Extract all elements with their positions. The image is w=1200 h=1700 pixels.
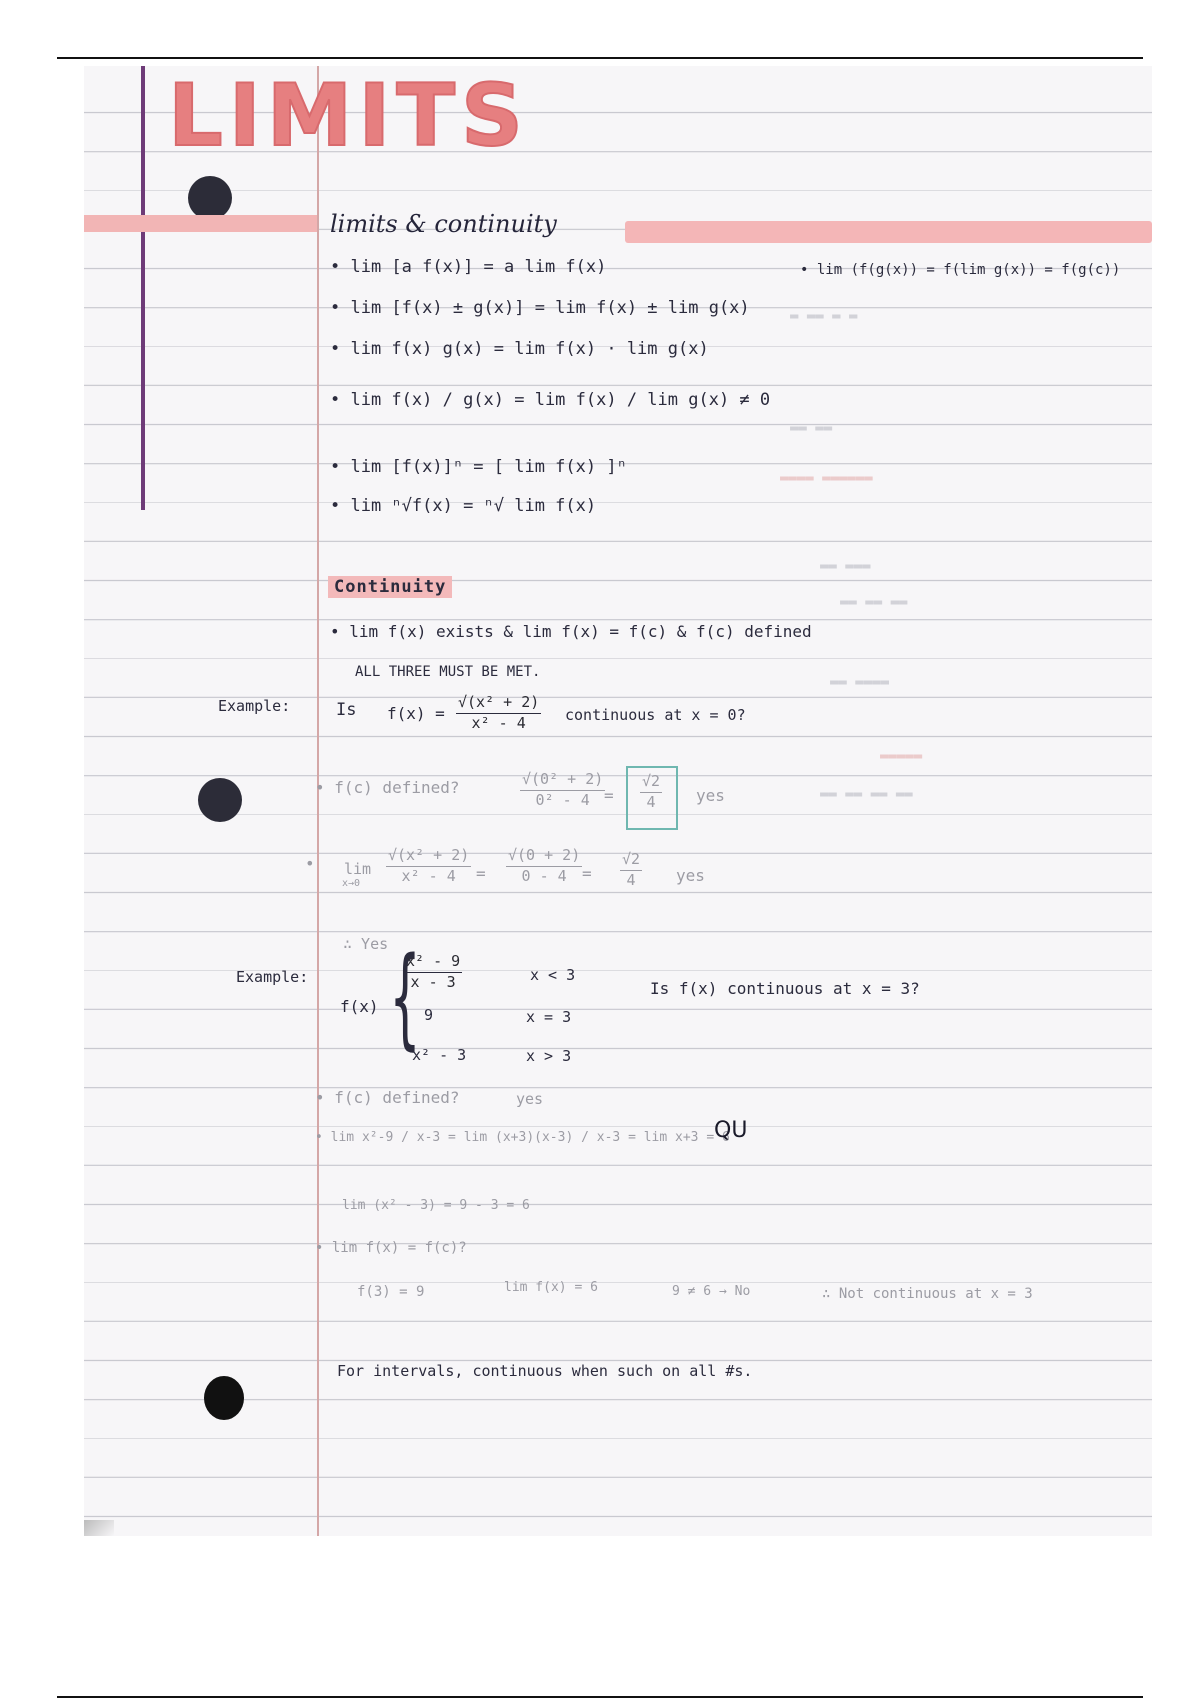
property-power: • lim [f(x)]ⁿ = [ lim f(x) ]ⁿ xyxy=(330,457,627,477)
page-corner-fold xyxy=(84,1520,114,1536)
bleed-through-text: ▬ ▬▬ ▬ ▬ xyxy=(790,308,858,324)
highlight-band-left xyxy=(84,215,317,232)
example2-case3-value: x² - 3 xyxy=(412,1046,467,1064)
continuity-tag: Continuity xyxy=(328,576,452,598)
example1-step2-res-den: 4 xyxy=(626,871,636,889)
property-sum-difference: • lim [f(x) ± g(x)] = lim f(x) ± lim g(x) xyxy=(330,298,750,318)
equals-sign: = xyxy=(582,864,592,883)
piecewise-brace: { xyxy=(389,933,421,1061)
example1-step1-result xyxy=(640,772,662,811)
property-root: • lim ⁿ√f(x) = ⁿ√ lim f(x) xyxy=(330,496,596,516)
example2-question: Is f(x) continuous at x = 3? xyxy=(650,979,920,998)
example1-denominator: x² - 4 xyxy=(471,714,526,732)
example1-conclusion: ∴ Yes xyxy=(343,935,389,953)
property-quotient: • lim f(x) / g(x) = lim f(x) / lim g(x) ≠ 0 xyxy=(330,390,770,410)
intervals-note: For intervals, continuous when such on all #s. xyxy=(337,1362,753,1380)
example1-step2-result xyxy=(620,850,642,889)
example2-case1-num: x² - 9 xyxy=(404,952,462,973)
example2-step5-d: ∴ Not continuous at x = 3 xyxy=(822,1286,1033,1302)
example1-step2-sub-num: √(0 + 2) xyxy=(506,846,582,867)
example1-step2-res-num: √2 xyxy=(620,850,642,871)
example1-step1-den: 0² - 4 xyxy=(535,791,590,809)
bleed-through-text: ▬▬ ▬▬ ▬▬ xyxy=(840,594,908,610)
margin-line xyxy=(317,66,319,1536)
continuity-note: ALL THREE MUST BE MET. xyxy=(355,664,541,680)
bleed-through-text: ▬▬ ▬▬▬ xyxy=(820,558,871,574)
example1-step1-num: √(0² + 2) xyxy=(520,770,605,791)
bottom-rule xyxy=(57,1696,1143,1698)
example2-case1-den: x - 3 xyxy=(410,973,456,991)
bleed-through-text: ▬▬▬▬▬ xyxy=(880,748,923,764)
notebook-page xyxy=(84,66,1152,1536)
example2-step4: • lim f(x) = f(c)? xyxy=(315,1240,467,1256)
example2-case3-condition: x > 3 xyxy=(526,1047,572,1065)
example1-step2-num: √(x² + 2) xyxy=(386,846,471,867)
example1-step1-result-num: √2 xyxy=(640,772,662,793)
example1-step2-fraction xyxy=(386,846,471,885)
example1-step1-label: • f(c) defined? xyxy=(315,778,460,797)
example2-case1 xyxy=(404,952,462,991)
property-constant-multiple: • lim [a f(x)] = a lim f(x) xyxy=(330,257,606,277)
example2-step5-c: 9 ≠ 6 → No xyxy=(672,1284,751,1299)
example2-label: Example: xyxy=(236,968,309,986)
example1-question: continuous at x = 0? xyxy=(565,706,746,724)
example2-case2-condition: x = 3 xyxy=(526,1008,572,1026)
punch-hole-middle xyxy=(198,778,242,822)
example2-step3: lim (x² - 3) = 9 - 3 = 6 xyxy=(342,1198,530,1213)
example2-step5-b: lim f(x) = 6 xyxy=(504,1280,598,1295)
bleed-through-text: ▬▬ ▬▬▬▬ xyxy=(830,674,890,690)
purple-margin-line xyxy=(141,66,145,510)
example2-step2: • lim x²-9 / x-3 = lim (x+3)(x-3) / x-3 = lim x+3 = 6 xyxy=(315,1130,730,1145)
example1-step2-sub-den: 0 - 4 xyxy=(521,867,567,885)
example1-label: Example: xyxy=(218,697,291,715)
punch-hole-bottom xyxy=(204,1376,244,1420)
section-heading: limits & continuity xyxy=(330,210,557,238)
example2-step2-mark: QU xyxy=(714,1118,748,1143)
example1-step2-sub-fraction xyxy=(506,846,582,885)
example2-function-name: f(x) xyxy=(340,997,379,1016)
punch-hole-top xyxy=(188,176,232,220)
bleed-through-text: ▬▬▬▬ ▬▬▬▬▬▬ xyxy=(780,470,873,486)
bleed-through-text: ▬▬ ▬▬ ▬▬ ▬▬ xyxy=(820,786,913,802)
example1-step2-den: x² - 4 xyxy=(401,867,456,885)
top-rule xyxy=(57,57,1143,59)
example2-step1: • f(c) defined? xyxy=(315,1088,460,1107)
example1-step2-lim: lim xyxy=(344,860,372,878)
example1-numerator: √(x² + 2) xyxy=(456,693,541,714)
example2-step1-answer: yes xyxy=(516,1090,544,1108)
example1-fraction xyxy=(456,693,541,732)
example1-step2-answer: yes xyxy=(676,866,705,885)
composition-rule: • lim (f(g(x)) = f(lim g(x)) = f(g(c)) xyxy=(800,262,1120,278)
example1-function: f(x) = xyxy=(387,704,445,723)
example1-step2-sub: x→0 xyxy=(342,878,361,889)
equals-sign: = xyxy=(476,864,486,883)
equals-sign: = xyxy=(604,786,614,805)
example2-case2-value: 9 xyxy=(424,1006,434,1024)
example1-step1-fraction xyxy=(520,770,605,809)
example1-step1-result-den: 4 xyxy=(646,793,656,811)
bullet-dot: • xyxy=(305,854,315,873)
continuity-definition: • lim f(x) exists & lim f(x) = f(c) & f(c) defined xyxy=(330,622,812,641)
page-title: LIMITS xyxy=(168,66,529,166)
bleed-through-text: ▬▬ ▬▬ xyxy=(790,420,833,436)
example1-step1-answer: yes xyxy=(696,786,725,805)
property-product: • lim f(x) g(x) = lim f(x) · lim g(x) xyxy=(330,339,709,359)
example1-is: Is xyxy=(336,700,357,720)
highlight-band-right xyxy=(625,221,1152,243)
example2-step5-a: f(3) = 9 xyxy=(357,1284,425,1300)
example2-case1-condition: x < 3 xyxy=(530,966,576,984)
